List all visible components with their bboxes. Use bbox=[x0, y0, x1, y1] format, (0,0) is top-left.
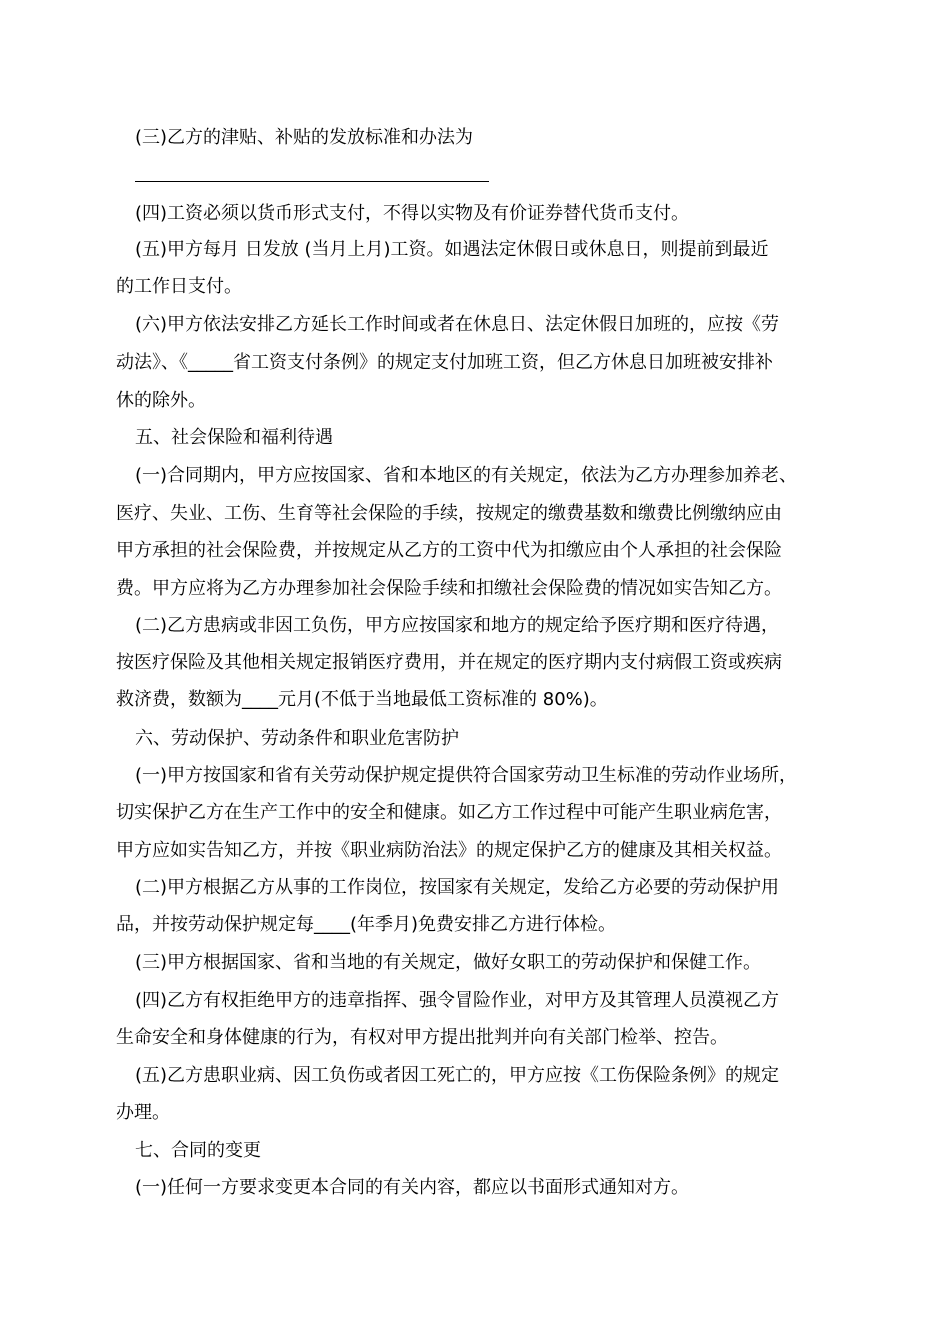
paragraph-line: (五)甲方每月 日发放 (当月上月)工资。如遇法定休假日或休息日，则提前到最近 bbox=[135, 239, 769, 260]
paragraph-line: 甲方承担的社会保险费，并按规定从乙方的工资中代为扣缴应由个人承担的社会保险 bbox=[116, 540, 782, 561]
paragraph-line: 切实保护乙方在生产工作中的安全和健康。如乙方工作过程中可能产生职业病危害， bbox=[116, 802, 782, 823]
paragraph-line: (六)甲方依法安排乙方延长工作时间或者在休息日、法定休假日加班的，应按《劳 bbox=[135, 314, 780, 335]
section-heading: 五、社会保险和福利待遇 bbox=[135, 427, 333, 448]
paragraph-line: (五)乙方患职业病、因工负伤或者因工死亡的，甲方应按《工伤保险条例》的规定 bbox=[135, 1065, 780, 1086]
paragraph-line: 动法》、《_____省工资支付条例》的规定支付加班工资，但乙方休息日加班被安排补 bbox=[116, 352, 773, 373]
paragraph-line: (二)甲方根据乙方从事的工作岗位，按国家有关规定，发给乙方必要的劳动保护用 bbox=[135, 877, 780, 898]
paragraph-line: 品，并按劳动保护规定每____(年季月)免费安排乙方进行体检。 bbox=[116, 914, 617, 935]
paragraph-line: 办理。 bbox=[116, 1102, 170, 1123]
paragraph-line: 的工作日支付。 bbox=[116, 276, 242, 297]
paragraph-line: 救济费，数额为____元月(不低于当地最低工资标准的 80%)。 bbox=[116, 689, 608, 710]
section-heading: 七、合同的变更 bbox=[135, 1140, 261, 1161]
paragraph-line: (一)合同期内，甲方应按国家、省和本地区的有关规定，依法为乙方办理参加养老、 bbox=[135, 465, 798, 486]
paragraph-line: (四)工资必须以货币形式支付，不得以实物及有价证券替代货币支付。 bbox=[135, 203, 690, 224]
paragraph-line: 甲方应如实告知乙方，并按《职业病防治法》的规定保护乙方的健康及其相关权益。 bbox=[116, 840, 782, 861]
paragraph-line: (三)甲方根据国家、省和当地的有关规定，做好女职工的劳动保护和保健工作。 bbox=[135, 952, 762, 973]
paragraph-line: 休的除外。 bbox=[116, 390, 206, 411]
paragraph-line: 按医疗保险及其他相关规定报销医疗费用，并在规定的医疗期内支付病假工资或疾病 bbox=[116, 652, 782, 673]
paragraph-line: 生命安全和身体健康的行为，有权对甲方提出批判并向有关部门检举、控告。 bbox=[116, 1027, 728, 1048]
fill-in-blank-line bbox=[135, 181, 489, 182]
paragraph-line: (一)任何一方要求变更本合同的有关内容，都应以书面形式通知对方。 bbox=[135, 1177, 690, 1198]
section-heading: 六、劳动保护、劳动条件和职业危害防护 bbox=[135, 728, 459, 749]
paragraph-line: (三)乙方的津贴、补贴的发放标准和办法为 bbox=[135, 127, 474, 148]
paragraph-line: 医疗、失业、工伤、生育等社会保险的手续，按规定的缴费基数和缴费比例缴纳应由 bbox=[116, 503, 782, 524]
paragraph-line: (一)甲方按国家和省有关劳动保护规定提供符合国家劳动卫生标准的劳动作业场所， bbox=[135, 765, 798, 786]
paragraph-line: (四)乙方有权拒绝甲方的违章指挥、强令冒险作业，对甲方及其管理人员漠视乙方 bbox=[135, 990, 780, 1011]
paragraph-line: 费。甲方应将为乙方办理参加社会保险手续和扣缴社会保险费的情况如实告知乙方。 bbox=[116, 578, 782, 599]
paragraph-line: (二)乙方患病或非因工负伤，甲方应按国家和地方的规定给予医疗期和医疗待遇， bbox=[135, 615, 780, 636]
